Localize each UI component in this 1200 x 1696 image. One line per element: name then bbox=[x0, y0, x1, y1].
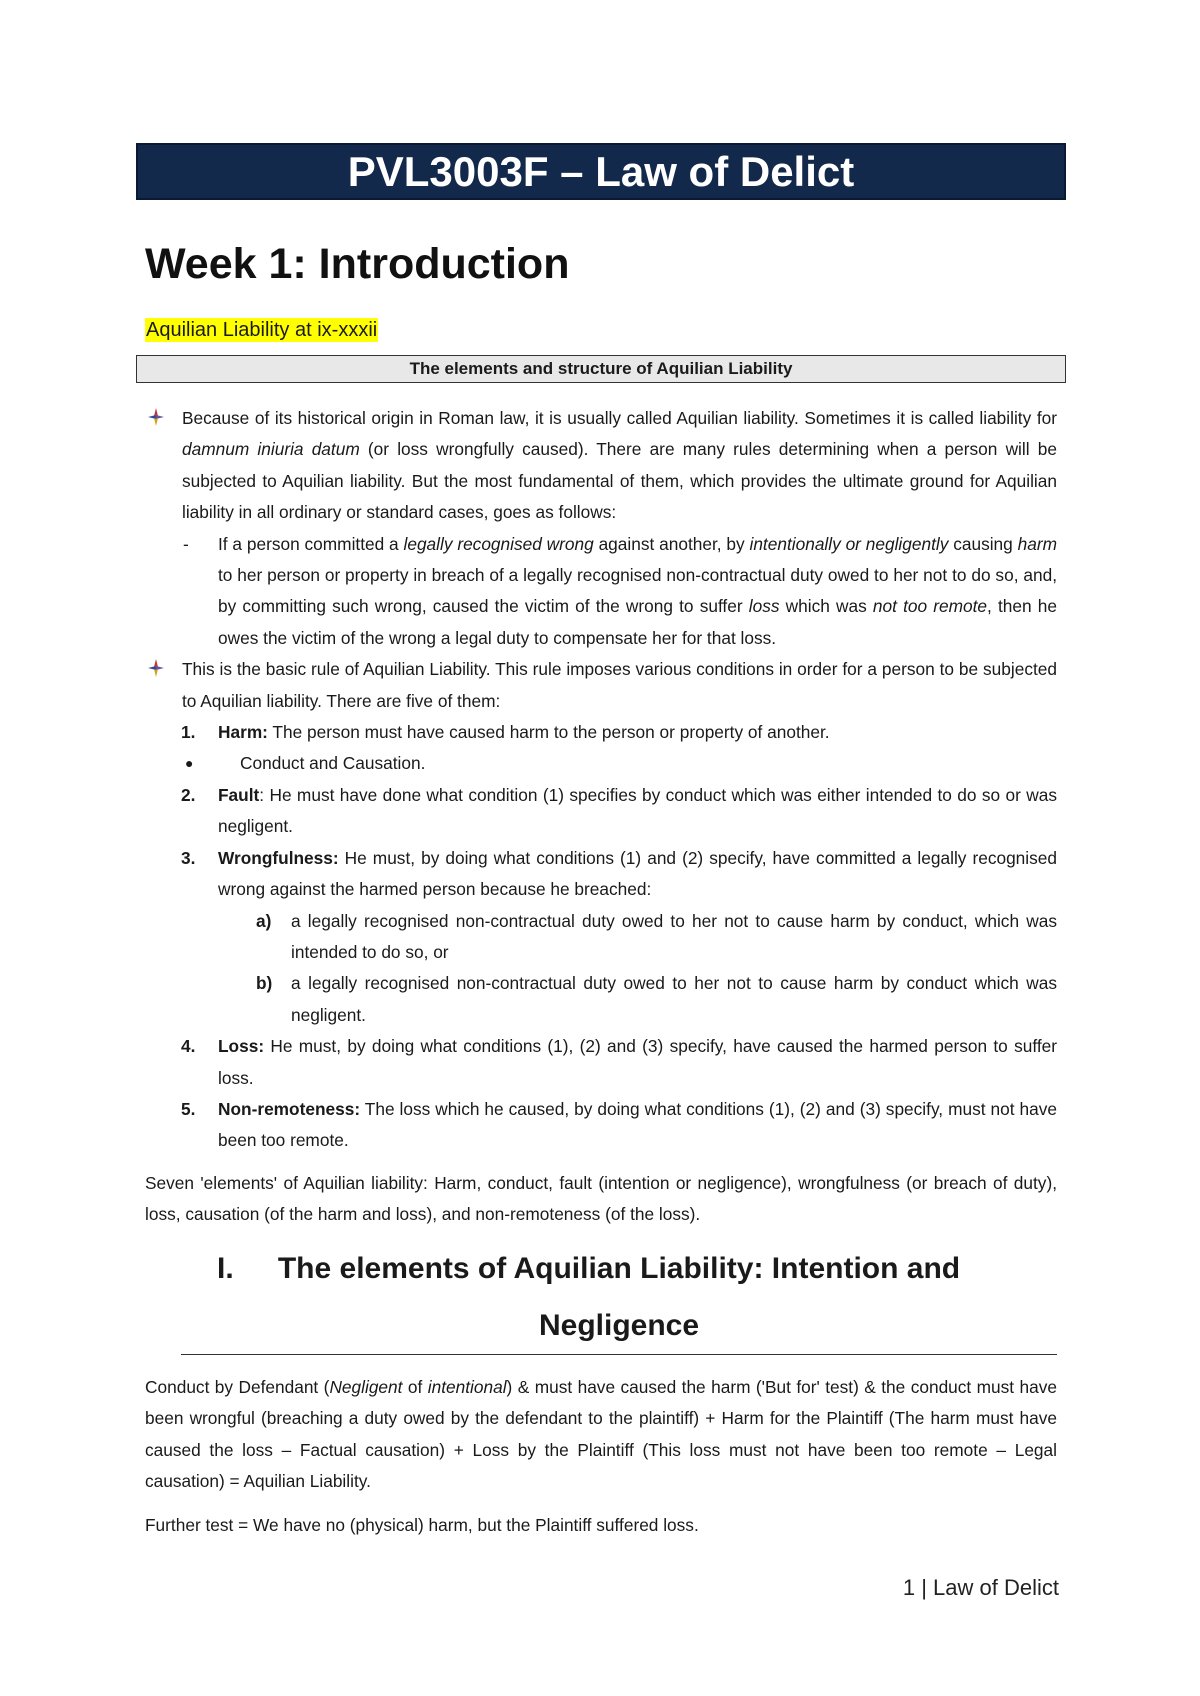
section-number: I. bbox=[217, 1252, 234, 1285]
condition-item: 1. Harm: The person must have caused harm to the person or property of another. bbox=[181, 722, 830, 743]
table-header: The elements and structure of Aquilian Liability bbox=[136, 355, 1066, 383]
condition-item: 4. Loss: He must, by doing what conditions (1), (2) and (3) specify, have caused the harmed person to suffer loss. bbox=[181, 1036, 1057, 1088]
condition-item: 5. Non-remoteness: The loss which he caused, by doing what conditions (1), (2) and (3) specify, must not have been too remote. bbox=[181, 1098, 1057, 1151]
conduct-paragraph: Conduct by Defendant (Negligent of intentional) & must have caused the harm ('But for' test) & the conduct must have been wrongful (breaching a duty owed by the defendant to the plaintiff) + Harm for the Plaintiff (The harm must have caused the loss – Factual causation) + Loss by the Plaintiff (This loss must not have been too remote – Legal causation) = Aquilian Liability. bbox=[145, 1377, 1058, 1492]
condition-item: 2. Fault: He must have done what condition (1) specifies by conduct which was either intended to do so or was negligent. bbox=[181, 784, 1057, 837]
arrow-bullet-icon bbox=[147, 658, 165, 678]
document-title: PVL3003F – Law of Delict bbox=[136, 143, 1066, 200]
week-heading: Week 1: Introduction bbox=[145, 240, 570, 288]
arrow-bullet-icon bbox=[147, 407, 165, 427]
condition-item: 3. Wrongfulness: He must, by doing what conditions (1) and (2) specify, have committed a legally recognised wrong against the harmed person because he breached: bbox=[181, 847, 1057, 900]
page-footer: 1 | Law of Delict bbox=[902, 1575, 1059, 1600]
dash-marker: - bbox=[183, 533, 189, 554]
main-body bbox=[145, 403, 1057, 1157]
bullet-item: Because of its historical origin in Roman law, it is usually called Aquilian liability. Sometimes it is called liability for damnum iniuria datum (or loss wrongfully caused). There are many rules determining when a person will be subjected to Aquilian liability. But the most fundamental of them, which provides the ultimate ground for Aquilian liability in all ordinary or standard cases, goes as follows: bbox=[145, 403, 1057, 529]
further-test-paragraph: Further test = We have no (physical) harm, but the Plaintiff suffered loss. bbox=[145, 1515, 699, 1535]
sub-condition-item: b) a legally recognised non-contractual duty owed to her not to cause harm by conduct which was negligent. bbox=[256, 973, 1057, 1025]
sub-condition-item: a) a legally recognised non-contractual duty owed to her not to cause harm by conduct, which was intended to do so, or bbox=[256, 910, 1057, 962]
section-heading: I. The elements of Aquilian Liability: Intention and Negligence bbox=[181, 1240, 1057, 1355]
sub-bullet-item: ● Conduct and Causation. bbox=[145, 748, 1057, 779]
dot-bullet-icon: ● bbox=[185, 755, 194, 772]
seven-elements-paragraph: Seven 'elements' of Aquilian liability: Harm, conduct, fault (intention or negligence), wrongfulness (or breach of duty), loss, causation (of the harm and loss), and non-remoteness (of the loss). bbox=[145, 1173, 1057, 1225]
dash-item: - If a person committed a legally recognised wrong against another, by intentionally or negligently causing harm to her person or property in breach of a legally recognised non-contractual duty owed to her not to do so, and, by committing such wrong, caused the victim of the wrong to suffer loss which was not too remote, then he owes the victim of the wrong a legal duty to compensate her for that loss. bbox=[145, 529, 1057, 655]
reading-reference: Aquilian Liability at ix-xxxii bbox=[146, 319, 378, 341]
bullet-item: This is the basic rule of Aquilian Liability. This rule imposes various conditions in order for a person to be subjected to Aquilian liability. There are five of them: bbox=[145, 654, 1057, 717]
